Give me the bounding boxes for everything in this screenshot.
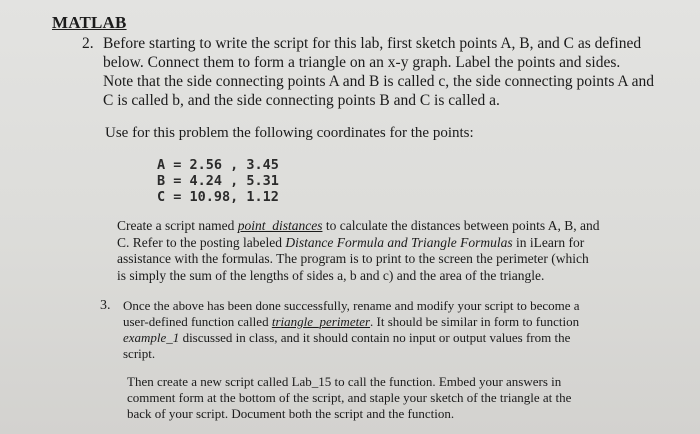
item-2-line-3: Note that the side connecting points A and B is called c, the side connecting points A and [103, 73, 655, 90]
item-2-line-4: C is called b, and the side connecting points B and C is called a. [103, 92, 500, 109]
coordinates-block [157, 157, 279, 205]
function-name-triangle-perimeter: triangle_perimeter [271, 314, 371, 329]
p3-line-3 [123, 330, 580, 346]
coord-row-c: C = 10.98, 1.12 [157, 189, 279, 205]
p2-line-2-post: in iLearn for [512, 234, 585, 250]
script-name-point-distances: point_distances [237, 218, 323, 233]
item-2-line-1: Before starting to write the script for this lab, first sketch points A, B, and C as defined [103, 35, 642, 52]
item-3-paragraph-2 [127, 374, 571, 422]
p4-line-1: Then create a new script called Lab_15 to call the function. Embed your answers in [127, 374, 562, 389]
item-2-number: 2. [82, 35, 94, 52]
p3-line-2-post: . It should be similar in form to function [370, 314, 580, 329]
p2-line-1-post: to calculate the distances between points A, B, and [322, 218, 600, 233]
p4-line-3: back of your script. Document both the script and the function. [127, 406, 455, 421]
p2-line-2 [117, 235, 600, 252]
posting-title: Distance Formula and Triangle Formulas [285, 234, 513, 250]
p3-line-4: script. [123, 346, 156, 361]
p2-line-4: is simply the sum of the lengths of sides a, b and c) and the area of the triangle. [117, 267, 545, 283]
item-2-paragraph-2 [117, 218, 600, 284]
item-3-number: 3. [100, 298, 111, 313]
page-header: MATLAB [52, 13, 127, 32]
p4-line-2: comment form at the bottom of the script, and staple your sketch of the triangle at the [127, 390, 572, 405]
p2-line-1-pre: Create a script named [117, 218, 238, 233]
p3-line-1: Once the above has been done successfully, rename and modify your script to become a [123, 298, 580, 313]
coord-row-a: A = 2.56 , 3.45 [157, 157, 279, 173]
example-function-name: example_1 [123, 330, 180, 345]
p3-line-2-pre: user-defined function called [123, 314, 272, 329]
item-2-line-2: below. Connect them to form a triangle on an x-y graph. Label the points and sides. [103, 54, 621, 71]
coords-intro: Use for this problem the following coordinates for the points: [105, 125, 474, 141]
p3-line-3-post: discussed in class, and it should contain no input or output values from the [179, 330, 571, 345]
coord-row-b: B = 4.24 , 5.31 [157, 173, 279, 189]
p2-line-1 [117, 218, 600, 235]
item-3-paragraph-1 [123, 298, 580, 362]
p2-line-3: assistance with the formulas. The program is to print to the screen the perimeter (which [117, 251, 589, 266]
p3-line-2 [123, 314, 580, 330]
p2-line-2-pre: C. Refer to the posting labeled [117, 234, 286, 250]
